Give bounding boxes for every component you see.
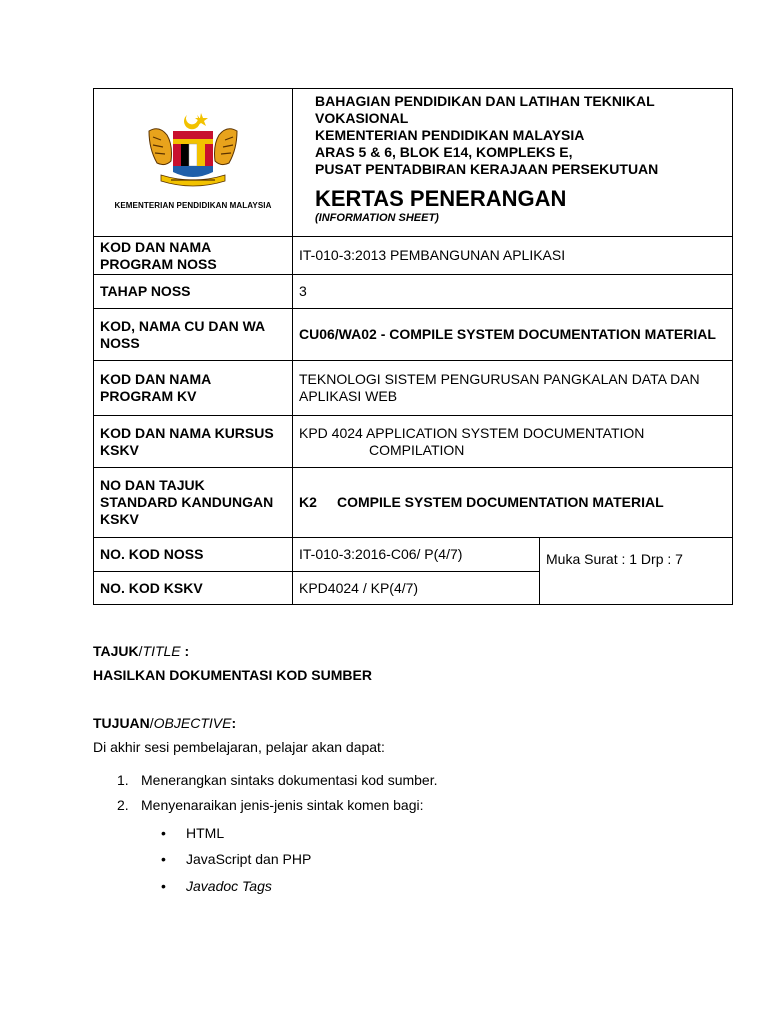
header-cell [293, 89, 733, 237]
info-table [93, 88, 733, 605]
label-kursus-kskv: KOD DAN NAMA KURSUS KSKV [94, 416, 293, 468]
list-number: 2. [117, 797, 129, 813]
title-heading [93, 643, 189, 660]
label-cu-wa: KOD, NAMA CU DAN WA NOSS [94, 309, 293, 361]
value-kod-kskv: KPD4024 / KP(4/7) [293, 572, 540, 605]
value-standard-kskv [293, 468, 733, 538]
value-kod-noss: IT-010-3:2016-C06/ P(4/7) [293, 538, 540, 572]
kursus-line-2: COMPILATION [369, 441, 465, 458]
bullet-icon: • [161, 851, 166, 867]
objective-slash: / [149, 715, 154, 731]
header-line: KEMENTERIAN PENDIDIKAN MALAYSIA [315, 127, 585, 143]
header-line: PUSAT PENTADBIRAN KERAJAAN PERSEKUTUAN [315, 161, 659, 177]
standard-title: COMPILE SYSTEM DOCUMENTATION MATERIAL [337, 494, 664, 510]
bullet-icon: • [161, 878, 166, 894]
document-subtitle: (INFORMATION SHEET) [315, 212, 439, 224]
logo-caption: KEMENTERIAN PENDIDIKAN MALAYSIA [114, 201, 272, 210]
logo-cell [94, 89, 293, 237]
objective-heading [93, 715, 236, 732]
list-item: Menyenaraikan jenis-jenis sintak komen bagi: [141, 797, 424, 813]
bullet-item: HTML [186, 825, 225, 841]
objective-label-en: OBJECTIVE [153, 715, 232, 731]
title-slash: / [138, 643, 143, 659]
page-number: Muka Surat : 1 Drp : 7 [540, 538, 733, 605]
label-program-noss: KOD DAN NAMA PROGRAM NOSS [94, 237, 293, 275]
objective-colon: : [231, 715, 237, 731]
value-program-kv: TEKNOLOGI SISTEM PENGURUSAN PANGKALAN DATA DAN APLIKASI WEB [293, 361, 733, 416]
value-kursus-kskv [293, 416, 733, 468]
objective-label: TUJUAN [93, 715, 150, 731]
title-label-en: TITLE [142, 643, 181, 659]
header-line: BAHAGIAN PENDIDIKAN DAN LATIHAN TEKNIKAL VOKASIONAL [315, 93, 655, 126]
label-program-kv: KOD DAN NAMA PROGRAM KV [94, 361, 293, 416]
label-kod-kskv: NO. KOD KSKV [94, 572, 293, 605]
standard-code: K2 [299, 494, 317, 510]
value-cu-wa: CU06/WA02 - COMPILE SYSTEM DOCUMENTATION MATERIAL [293, 309, 733, 361]
list-item: Menerangkan sintaks dokumentasi kod sumber. [141, 772, 438, 788]
coat-of-arms-logo [143, 111, 243, 189]
bullet-item: JavaScript dan PHP [186, 851, 312, 867]
title-text: HASILKAN DOKUMENTASI KOD SUMBER [93, 667, 372, 683]
header-line: ARAS 5 & 6, BLOK E14, KOMPLEKS E, [315, 144, 573, 160]
label-tahap-noss: TAHAP NOSS [94, 275, 293, 309]
bullet-item: Javadoc Tags [186, 878, 272, 894]
list-number: 1. [117, 772, 129, 788]
value-tahap-noss: 3 [293, 275, 733, 309]
label-kod-noss: NO. KOD NOSS [94, 538, 293, 572]
kursus-line-1: KPD 4024 APPLICATION SYSTEM DOCUMENTATION [299, 424, 645, 441]
document-title: KERTAS PENERANGAN [315, 186, 567, 211]
objective-intro: Di akhir sesi pembelajaran, pelajar akan dapat: [93, 739, 385, 755]
value-program-noss: IT-010-3:2013 PEMBANGUNAN APLIKASI [293, 237, 733, 275]
title-colon: : [180, 643, 190, 659]
agency-address [315, 89, 726, 178]
title-label: TAJUK [93, 643, 139, 659]
bullet-icon: • [161, 825, 166, 841]
label-standard-kskv: NO DAN TAJUK STANDARD KANDUNGAN KSKV [94, 468, 293, 538]
